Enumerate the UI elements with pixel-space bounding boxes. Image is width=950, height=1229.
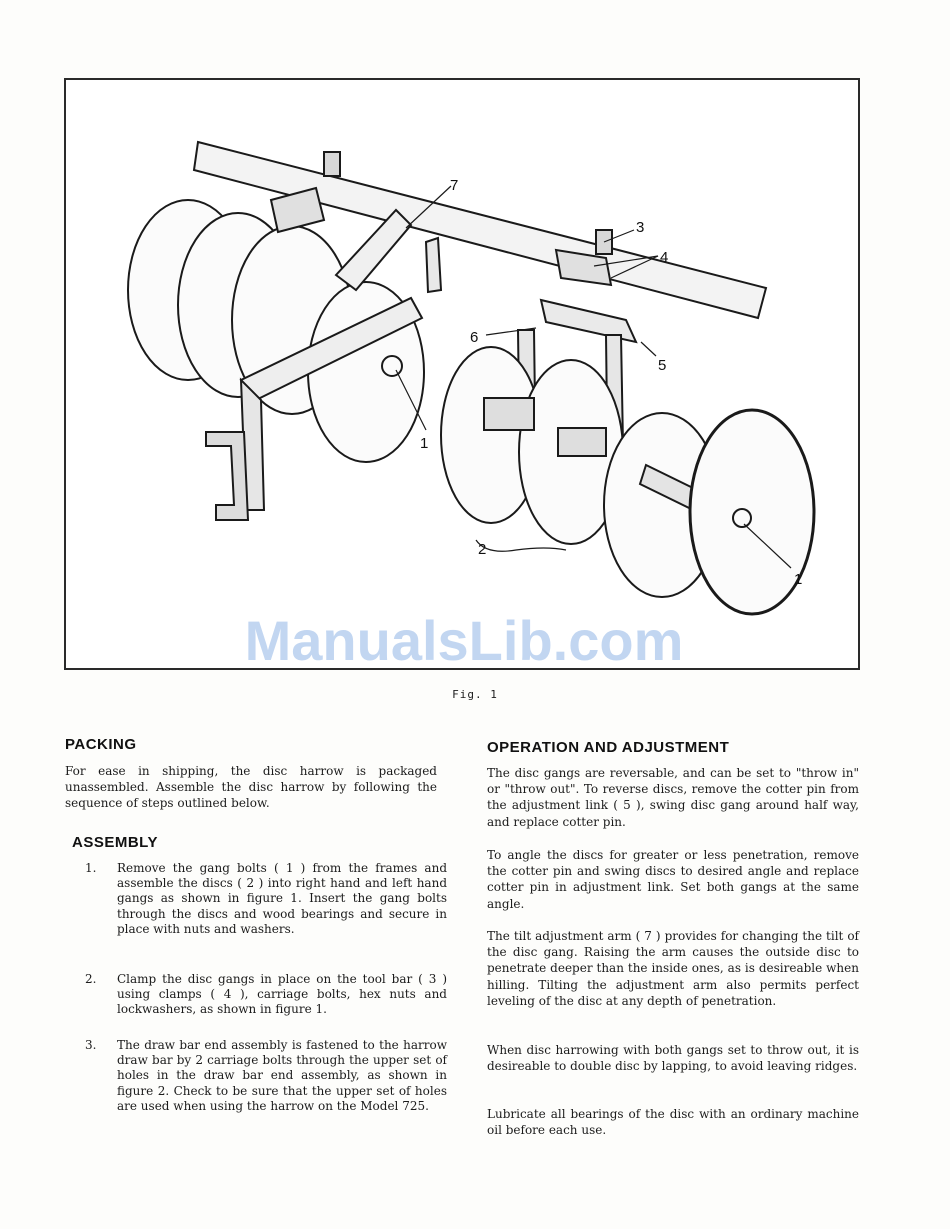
callout-4: 4 <box>660 249 669 266</box>
operation-paragraph-4: When disc harrowing with both gangs set to throw out, it is desireable to double disc by lapping, to avoid leaving ridges. <box>487 1043 859 1074</box>
clamp-left <box>271 188 324 232</box>
step-text: Clamp the disc gangs in place on the tool bar ( 3 ) using clamps ( 4 ), carriage bolts, hex nuts and lockwashers, as shown in figure 1. <box>117 972 447 1017</box>
assembly-step-2 <box>85 972 447 1032</box>
operation-paragraph-3: The tilt adjustment arm ( 7 ) provides for changing the tilt of the disc gang. Raising the arm causes the outside disc to penetrate deeper than the inside ones, as is desireable when hilling. Tilting the adjustment arm also permits perfect leveling of the disc at any depth of penetration. <box>487 929 859 1008</box>
packing-heading: PACKING <box>65 736 137 753</box>
assembly-step-3 <box>85 1038 447 1138</box>
left-foot-bracket <box>206 432 248 520</box>
operation-paragraph-1: The disc gangs are reversable, and can be set to "throw in" or "throw out". To reverse discs, remove the cotter pin from the adjustment link ( 5 ), swing disc gang around half way, and replace cotter pin. <box>487 766 859 829</box>
callout-2: 2 <box>478 541 487 558</box>
step-text: Remove the gang bolts ( 1 ) from the frames and assemble the discs ( 2 ) into right hand and left hand gangs as shown in figure 1. Insert the gang bolts through the discs and wood bearings and secure in place with nuts and washers. <box>117 861 447 936</box>
assembly-heading: ASSEMBLY <box>72 834 158 851</box>
assembly-step-1 <box>85 861 447 961</box>
operation-paragraph-2: To angle the discs for greater or less penetration, remove the cotter pin and swing discs to desired angle and replace cotter pin in adjustment link. Set both gangs at the same angle. <box>487 848 859 911</box>
operation-paragraph-5: Lubricate all bearings of the disc with an ordinary machine oil before each use. <box>487 1107 859 1138</box>
figure-caption: Fig. 1 <box>452 688 498 701</box>
step-number: 2. <box>85 972 97 986</box>
watermark: ManualsLib.com <box>244 609 684 670</box>
operation-heading: OPERATION AND ADJUSTMENT <box>487 739 730 756</box>
step-text: The draw bar end assembly is fastened to the harrow draw bar by 2 carriage bolts through the upper set of holes in the draw bar end assembly, as shown in figure 2. Check to be sure that the upper set of holes are used when using the harrow on the Model 725. <box>117 1038 447 1113</box>
tilt-arm <box>336 210 411 290</box>
callout-5: 5 <box>658 357 667 374</box>
figure-1-frame <box>64 78 860 670</box>
callout-3: 3 <box>636 219 645 236</box>
packing-text: For ease in shipping, the disc harrow is packaged unassembled. Assemble the disc harrow by following the sequence of steps outlined below. <box>65 764 437 811</box>
callout-1-right: 1 <box>794 571 803 588</box>
disc-harrow-illustration <box>66 80 860 670</box>
callout-7: 7 <box>450 177 459 194</box>
step-number: 1. <box>85 861 97 875</box>
callout-1-left: 1 <box>420 435 429 452</box>
callout-6: 6 <box>470 329 479 346</box>
step-number: 3. <box>85 1038 97 1052</box>
